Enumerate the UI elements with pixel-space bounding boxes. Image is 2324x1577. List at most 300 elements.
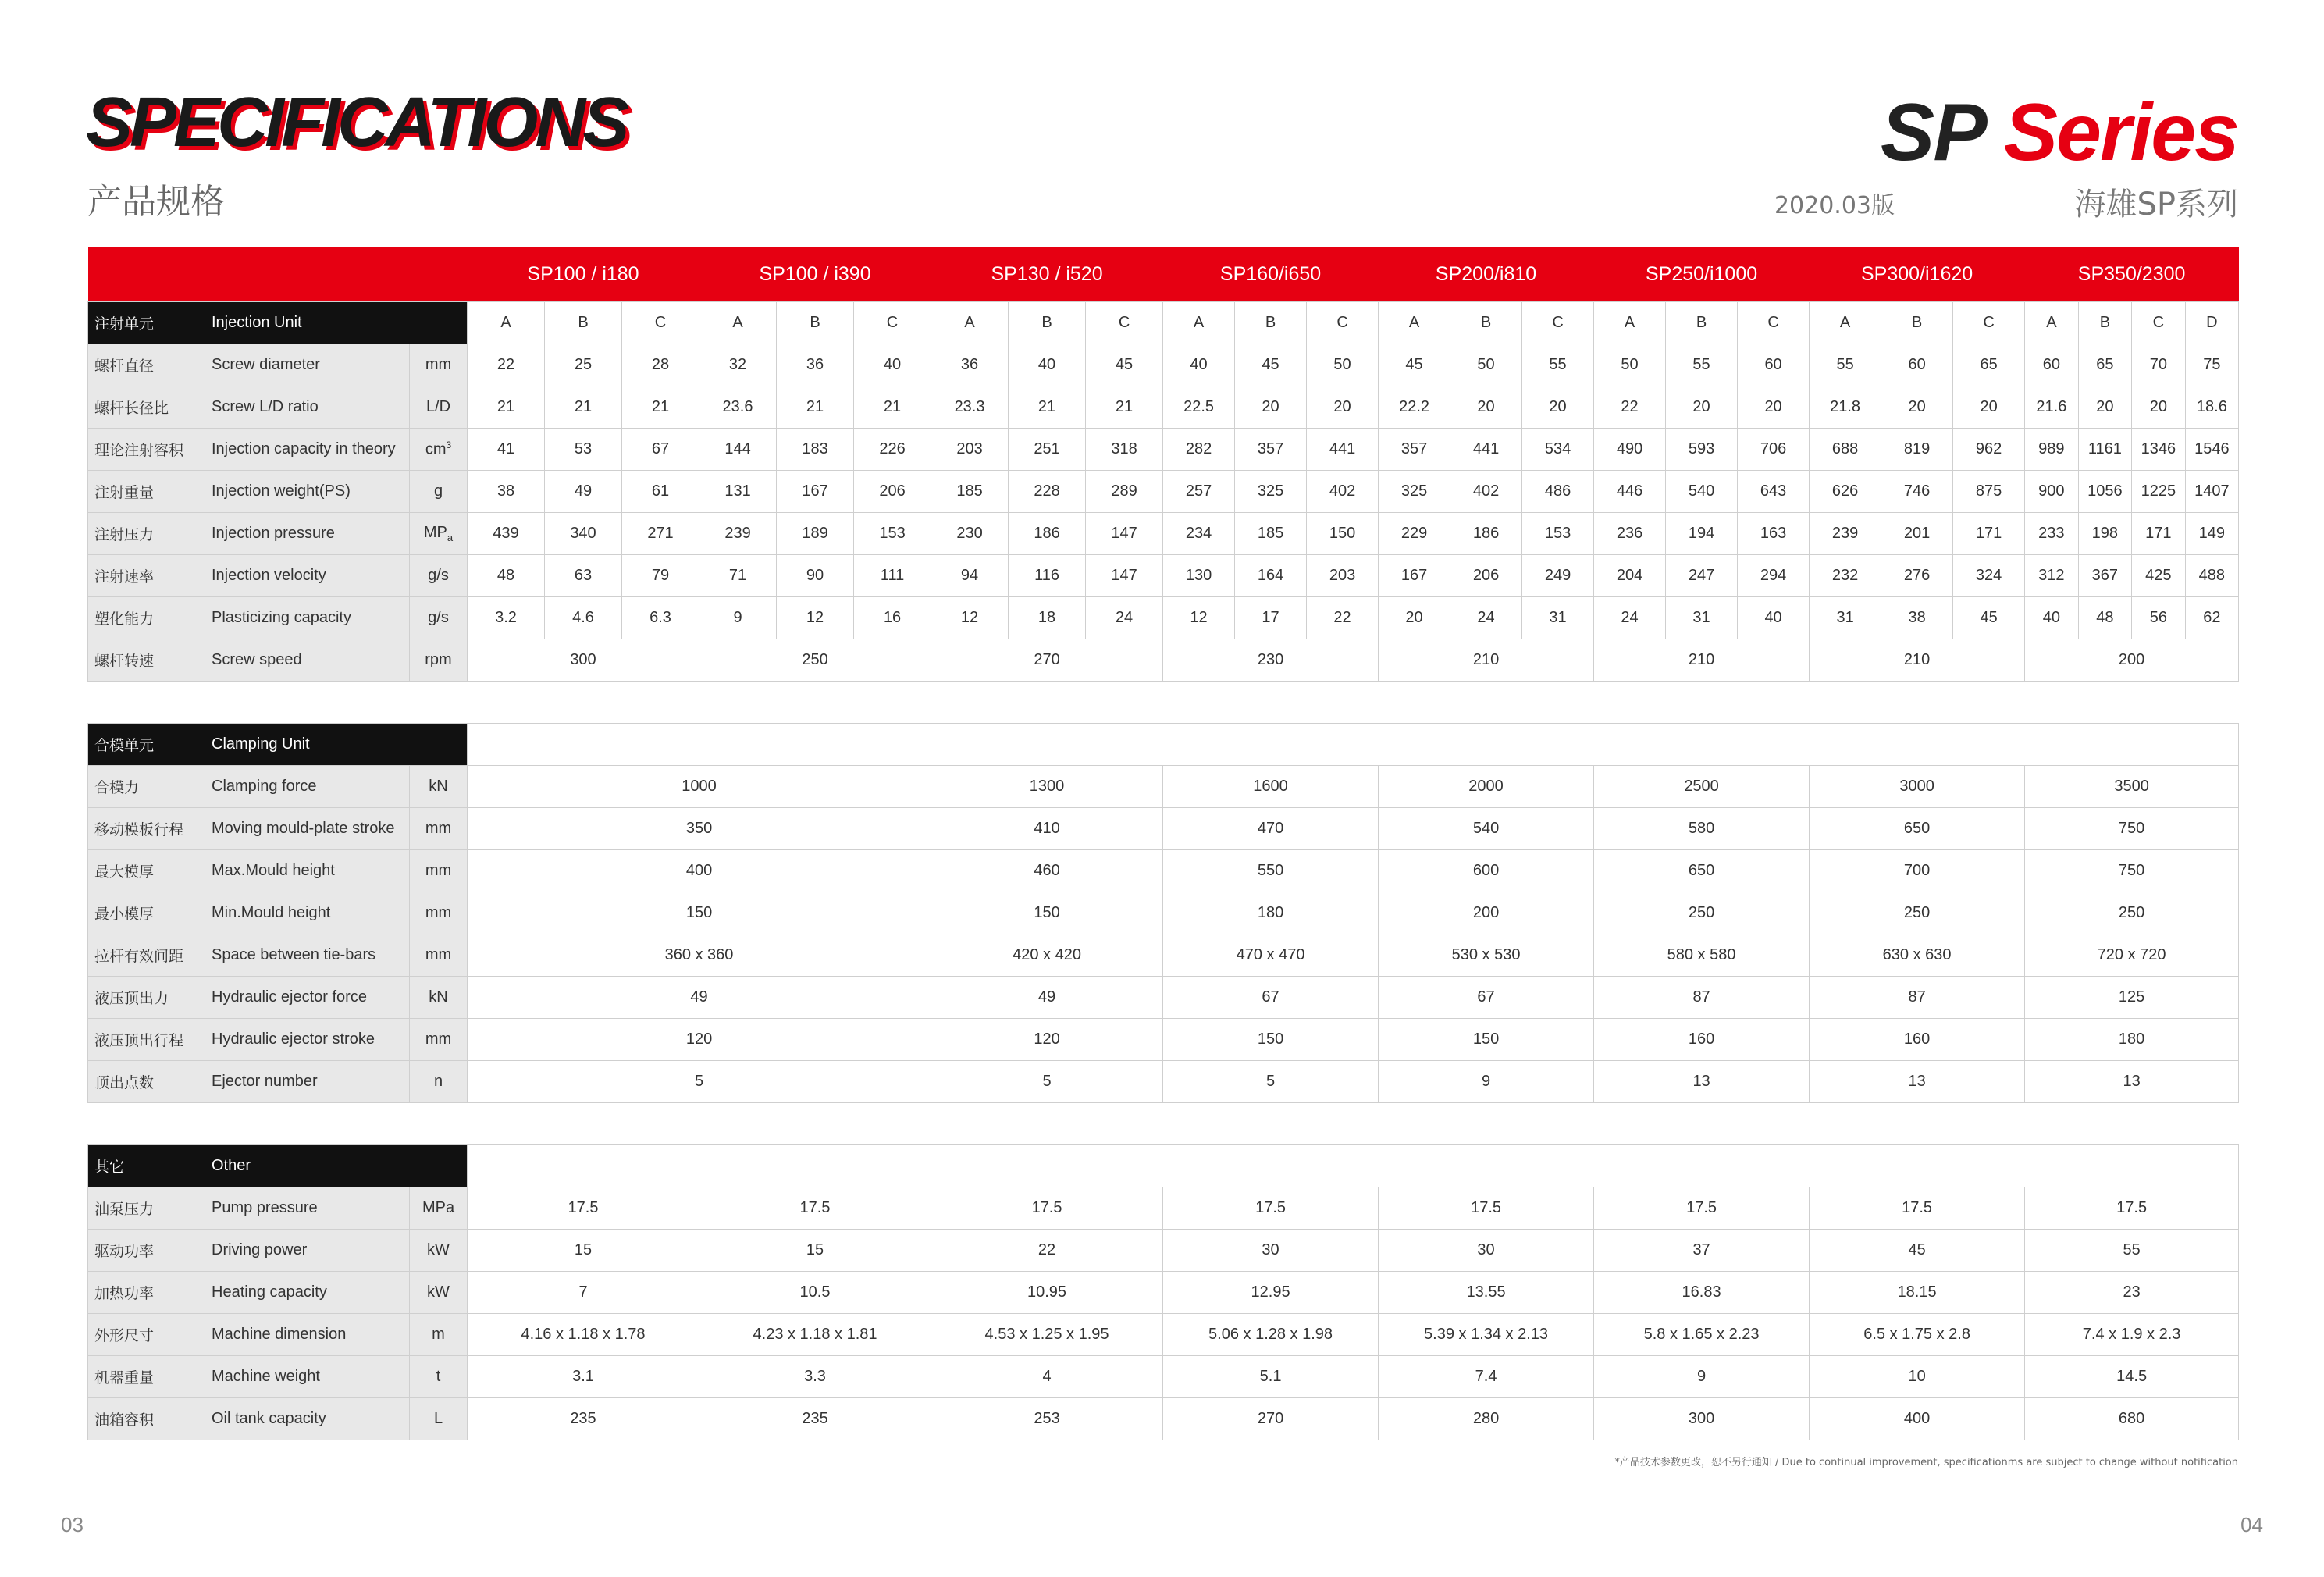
value-cell: 3.3 bbox=[699, 1356, 931, 1398]
value-cell: 5.8 x 1.65 x 2.23 bbox=[1594, 1314, 1810, 1356]
page-subtitle: 产品规格 bbox=[87, 182, 225, 222]
value-cell: 600 bbox=[1379, 850, 1594, 892]
value-cell: 20 bbox=[1235, 386, 1307, 429]
value-cell: 300 bbox=[1594, 1398, 1810, 1440]
value-cell: 486 bbox=[1522, 471, 1594, 513]
page-number-left: 03 bbox=[61, 1513, 84, 1536]
value-cell: 357 bbox=[1235, 429, 1307, 471]
value-cell: 67 bbox=[1163, 977, 1379, 1019]
screw-type-cell: B bbox=[1235, 302, 1307, 344]
series-prefix: SP bbox=[1880, 87, 1983, 178]
value-cell: 150 bbox=[1307, 513, 1379, 555]
model-header-cell: SP300/i1620 bbox=[1810, 247, 2025, 302]
value-cell: 210 bbox=[1810, 639, 2025, 682]
value-cell: 1407 bbox=[2185, 471, 2239, 513]
row-label-cn: 外形尺寸 bbox=[88, 1314, 205, 1356]
row-unit: kW bbox=[410, 1230, 468, 1272]
value-cell: 3500 bbox=[2025, 766, 2239, 808]
value-cell: 60 bbox=[1881, 344, 1953, 386]
value-cell: 17.5 bbox=[931, 1187, 1163, 1230]
row-unit: MPa bbox=[410, 1187, 468, 1230]
value-cell: 79 bbox=[622, 555, 699, 597]
row-label-cn: 合模力 bbox=[88, 766, 205, 808]
row-label-cn: 顶出点数 bbox=[88, 1061, 205, 1103]
value-cell: 36 bbox=[931, 344, 1009, 386]
value-cell: 13.55 bbox=[1379, 1272, 1594, 1314]
row-unit: mm bbox=[410, 808, 468, 850]
value-cell: 300 bbox=[468, 639, 699, 682]
value-cell: 5.06 x 1.28 x 1.98 bbox=[1163, 1314, 1379, 1356]
value-cell: 643 bbox=[1738, 471, 1810, 513]
value-cell: 65 bbox=[2078, 344, 2132, 386]
row-label-cn: 螺杆长径比 bbox=[88, 386, 205, 429]
gap-cell bbox=[88, 682, 2239, 724]
screw-type-cell: B bbox=[2078, 302, 2132, 344]
value-cell: 185 bbox=[1235, 513, 1307, 555]
value-cell: 250 bbox=[2025, 892, 2239, 934]
value-cell: 232 bbox=[1810, 555, 1881, 597]
value-cell: 470 x 470 bbox=[1163, 934, 1379, 977]
value-cell: 20 bbox=[1307, 386, 1379, 429]
value-cell: 20 bbox=[2132, 386, 2186, 429]
model-header-spacer bbox=[88, 247, 468, 302]
value-cell: 167 bbox=[1379, 555, 1450, 597]
value-cell: 23 bbox=[2025, 1272, 2239, 1314]
value-cell: 270 bbox=[1163, 1398, 1379, 1440]
value-cell: 420 x 420 bbox=[931, 934, 1163, 977]
value-cell: 875 bbox=[1953, 471, 2025, 513]
value-cell: 183 bbox=[777, 429, 854, 471]
value-cell: 150 bbox=[1379, 1019, 1594, 1061]
series-title bbox=[1880, 87, 2238, 178]
value-cell: 180 bbox=[1163, 892, 1379, 934]
screw-type-cell: D bbox=[2185, 302, 2239, 344]
value-cell: 1600 bbox=[1163, 766, 1379, 808]
value-cell: 325 bbox=[1235, 471, 1307, 513]
value-cell: 189 bbox=[777, 513, 854, 555]
value-cell: 16 bbox=[854, 597, 931, 639]
value-cell: 18 bbox=[1009, 597, 1086, 639]
value-cell: 23.3 bbox=[931, 386, 1009, 429]
value-cell: 186 bbox=[1450, 513, 1522, 555]
value-cell: 23.6 bbox=[699, 386, 777, 429]
row-unit: rpm bbox=[410, 639, 468, 682]
value-cell: 540 bbox=[1379, 808, 1594, 850]
row-label-en: Pump pressure bbox=[205, 1187, 410, 1230]
value-cell: 3.2 bbox=[468, 597, 545, 639]
value-cell: 55 bbox=[1666, 344, 1738, 386]
value-cell: 87 bbox=[1810, 977, 2025, 1019]
screw-type-cell: A bbox=[1810, 302, 1881, 344]
value-cell: 90 bbox=[777, 555, 854, 597]
value-cell: 45 bbox=[1086, 344, 1163, 386]
value-cell: 580 x 580 bbox=[1594, 934, 1810, 977]
section-label-en: Clamping Unit bbox=[205, 724, 468, 766]
section-header-row bbox=[88, 1145, 2239, 1187]
value-cell: 163 bbox=[1738, 513, 1810, 555]
value-cell: 94 bbox=[931, 555, 1009, 597]
value-cell: 203 bbox=[1307, 555, 1379, 597]
value-cell: 10.95 bbox=[931, 1272, 1163, 1314]
value-cell: 204 bbox=[1594, 555, 1666, 597]
row-label-en: Ejector number bbox=[205, 1061, 410, 1103]
value-cell: 167 bbox=[777, 471, 854, 513]
footnote: *产品技术参数更改，恕不另行通知 / Due to continual improvement, specificationms are subject to change without notification bbox=[1614, 1457, 2238, 1468]
value-cell: 171 bbox=[2132, 513, 2186, 555]
value-cell: 16.83 bbox=[1594, 1272, 1810, 1314]
value-cell: 410 bbox=[931, 808, 1163, 850]
table-row bbox=[88, 513, 2239, 555]
value-cell: 3.1 bbox=[468, 1356, 699, 1398]
value-cell: 198 bbox=[2078, 513, 2132, 555]
row-label-en: Moving mould-plate stroke bbox=[205, 808, 410, 850]
value-cell: 180 bbox=[2025, 1019, 2239, 1061]
value-cell: 18.15 bbox=[1810, 1272, 2025, 1314]
value-cell: 31 bbox=[1810, 597, 1881, 639]
value-cell: 4 bbox=[931, 1356, 1163, 1398]
value-cell: 71 bbox=[699, 555, 777, 597]
value-cell: 593 bbox=[1666, 429, 1738, 471]
value-cell: 5 bbox=[1163, 1061, 1379, 1103]
screw-type-cell: B bbox=[1009, 302, 1086, 344]
value-cell: 45 bbox=[1953, 597, 2025, 639]
section-label-cn: 注射单元 bbox=[88, 302, 205, 344]
row-label-cn: 塑化能力 bbox=[88, 597, 205, 639]
row-label-en: Plasticizing capacity bbox=[205, 597, 410, 639]
value-cell: 13 bbox=[1594, 1061, 1810, 1103]
row-label-cn: 理论注射容积 bbox=[88, 429, 205, 471]
section-label-en: Other bbox=[205, 1145, 468, 1187]
value-cell: 55 bbox=[2025, 1230, 2239, 1272]
value-cell: 144 bbox=[699, 429, 777, 471]
value-cell: 48 bbox=[468, 555, 545, 597]
value-cell: 60 bbox=[1738, 344, 1810, 386]
value-cell: 120 bbox=[468, 1019, 931, 1061]
value-cell: 20 bbox=[1953, 386, 2025, 429]
value-cell: 324 bbox=[1953, 555, 2025, 597]
value-cell: 17.5 bbox=[1810, 1187, 2025, 1230]
screw-type-cell: C bbox=[1307, 302, 1379, 344]
row-unit: g/s bbox=[410, 597, 468, 639]
value-cell: 63 bbox=[545, 555, 622, 597]
value-cell: 540 bbox=[1666, 471, 1738, 513]
value-cell: 235 bbox=[699, 1398, 931, 1440]
value-cell: 40 bbox=[854, 344, 931, 386]
value-cell: 250 bbox=[699, 639, 931, 682]
screw-type-cell: A bbox=[1594, 302, 1666, 344]
value-cell: 171 bbox=[1953, 513, 2025, 555]
value-cell: 1300 bbox=[931, 766, 1163, 808]
row-label-en: Space between tie-bars bbox=[205, 934, 410, 977]
value-cell: 131 bbox=[699, 471, 777, 513]
value-cell: 186 bbox=[1009, 513, 1086, 555]
value-cell: 20 bbox=[1881, 386, 1953, 429]
value-cell: 130 bbox=[1163, 555, 1235, 597]
value-cell: 67 bbox=[1379, 977, 1594, 1019]
value-cell: 4.16 x 1.18 x 1.78 bbox=[468, 1314, 699, 1356]
value-cell: 21 bbox=[545, 386, 622, 429]
screw-type-cell: C bbox=[2132, 302, 2186, 344]
value-cell: 2500 bbox=[1594, 766, 1810, 808]
value-cell: 21.8 bbox=[1810, 386, 1881, 429]
value-cell: 150 bbox=[931, 892, 1163, 934]
value-cell: 22 bbox=[1307, 597, 1379, 639]
value-cell: 56 bbox=[2132, 597, 2186, 639]
value-cell: 12 bbox=[931, 597, 1009, 639]
value-cell: 230 bbox=[931, 513, 1009, 555]
value-cell: 1546 bbox=[2185, 429, 2239, 471]
row-unit: mm bbox=[410, 344, 468, 386]
screw-type-cell: B bbox=[1666, 302, 1738, 344]
value-cell: 150 bbox=[1163, 1019, 1379, 1061]
row-unit: t bbox=[410, 1356, 468, 1398]
value-cell: 257 bbox=[1163, 471, 1235, 513]
value-cell: 41 bbox=[468, 429, 545, 471]
value-cell: 12 bbox=[777, 597, 854, 639]
value-cell: 55 bbox=[1810, 344, 1881, 386]
value-cell: 367 bbox=[2078, 555, 2132, 597]
value-cell: 50 bbox=[1450, 344, 1522, 386]
value-cell: 357 bbox=[1379, 429, 1450, 471]
value-cell: 15 bbox=[468, 1230, 699, 1272]
value-cell: 17.5 bbox=[1163, 1187, 1379, 1230]
table-row bbox=[88, 344, 2239, 386]
value-cell: 15 bbox=[699, 1230, 931, 1272]
value-cell: 312 bbox=[2025, 555, 2079, 597]
value-cell: 270 bbox=[931, 639, 1163, 682]
row-label-cn: 螺杆转速 bbox=[88, 639, 205, 682]
screw-type-cell: C bbox=[1522, 302, 1594, 344]
value-cell: 746 bbox=[1881, 471, 1953, 513]
value-cell: 153 bbox=[1522, 513, 1594, 555]
value-cell: 5.39 x 1.34 x 2.13 bbox=[1379, 1314, 1594, 1356]
value-cell: 626 bbox=[1810, 471, 1881, 513]
table-row bbox=[88, 1314, 2239, 1356]
value-cell: 6.3 bbox=[622, 597, 699, 639]
model-header-cell: SP130 / i520 bbox=[931, 247, 1163, 302]
row-label-cn: 螺杆直径 bbox=[88, 344, 205, 386]
value-cell: 9 bbox=[699, 597, 777, 639]
value-cell: 470 bbox=[1163, 808, 1379, 850]
value-cell: 247 bbox=[1666, 555, 1738, 597]
row-label-en: Max.Mould height bbox=[205, 850, 410, 892]
value-cell: 22 bbox=[468, 344, 545, 386]
value-cell: 251 bbox=[1009, 429, 1086, 471]
row-label-en: Driving power bbox=[205, 1230, 410, 1272]
row-unit: kN bbox=[410, 766, 468, 808]
value-cell: 200 bbox=[1379, 892, 1594, 934]
row-label-cn: 注射速率 bbox=[88, 555, 205, 597]
value-cell: 55 bbox=[1522, 344, 1594, 386]
value-cell: 688 bbox=[1810, 429, 1881, 471]
value-cell: 62 bbox=[2185, 597, 2239, 639]
gap-cell bbox=[88, 1103, 2239, 1145]
value-cell: 280 bbox=[1379, 1398, 1594, 1440]
table-row bbox=[88, 1061, 2239, 1103]
table-row bbox=[88, 597, 2239, 639]
table-row bbox=[88, 386, 2239, 429]
row-label-cn: 油箱容积 bbox=[88, 1398, 205, 1440]
row-label-cn: 液压顶出力 bbox=[88, 977, 205, 1019]
value-cell: 1056 bbox=[2078, 471, 2132, 513]
value-cell: 14.5 bbox=[2025, 1356, 2239, 1398]
value-cell: 31 bbox=[1666, 597, 1738, 639]
spec-table-wrapper bbox=[87, 247, 2238, 1440]
value-cell: 22 bbox=[931, 1230, 1163, 1272]
value-cell: 120 bbox=[931, 1019, 1163, 1061]
value-cell: 45 bbox=[1235, 344, 1307, 386]
value-cell: 65 bbox=[1953, 344, 2025, 386]
section-label-cn: 其它 bbox=[88, 1145, 205, 1187]
value-cell: 38 bbox=[1881, 597, 1953, 639]
value-cell: 22.2 bbox=[1379, 386, 1450, 429]
value-cell: 21 bbox=[468, 386, 545, 429]
row-label-cn: 拉杆有效间距 bbox=[88, 934, 205, 977]
value-cell: 534 bbox=[1522, 429, 1594, 471]
row-label-en: Machine dimension bbox=[205, 1314, 410, 1356]
value-cell: 962 bbox=[1953, 429, 2025, 471]
screw-type-cell: B bbox=[1450, 302, 1522, 344]
value-cell: 3000 bbox=[1810, 766, 2025, 808]
value-cell: 40 bbox=[2025, 597, 2079, 639]
value-cell: 5.1 bbox=[1163, 1356, 1379, 1398]
row-unit: n bbox=[410, 1061, 468, 1103]
value-cell: 125 bbox=[2025, 977, 2239, 1019]
value-cell: 900 bbox=[2025, 471, 2079, 513]
value-cell: 7.4 bbox=[1379, 1356, 1594, 1398]
value-cell: 5 bbox=[468, 1061, 931, 1103]
row-label-cn: 液压顶出行程 bbox=[88, 1019, 205, 1061]
value-cell: 580 bbox=[1594, 808, 1810, 850]
value-cell: 17.5 bbox=[699, 1187, 931, 1230]
value-cell: 49 bbox=[931, 977, 1163, 1019]
value-cell: 210 bbox=[1379, 639, 1594, 682]
value-cell: 20 bbox=[1522, 386, 1594, 429]
row-label-en: Screw L/D ratio bbox=[205, 386, 410, 429]
value-cell: 45 bbox=[1810, 1230, 2025, 1272]
row-unit: kN bbox=[410, 977, 468, 1019]
value-cell: 17.5 bbox=[468, 1187, 699, 1230]
row-label-cn: 机器重量 bbox=[88, 1356, 205, 1398]
row-unit: $cm^3$ bbox=[410, 429, 468, 471]
value-cell: 22 bbox=[1594, 386, 1666, 429]
value-cell: 550 bbox=[1163, 850, 1379, 892]
value-cell: 150 bbox=[468, 892, 931, 934]
row-label-en: Injection pressure bbox=[205, 513, 410, 555]
value-cell: 488 bbox=[2185, 555, 2239, 597]
value-cell: 230 bbox=[1163, 639, 1379, 682]
value-cell: 650 bbox=[1594, 850, 1810, 892]
value-cell: 30 bbox=[1379, 1230, 1594, 1272]
section-header-blank bbox=[468, 724, 2239, 766]
value-cell: 276 bbox=[1881, 555, 1953, 597]
table-row bbox=[88, 555, 2239, 597]
value-cell: 318 bbox=[1086, 429, 1163, 471]
screw-type-cell: C bbox=[1738, 302, 1810, 344]
section-header-blank bbox=[468, 1145, 2239, 1187]
value-cell: 20 bbox=[1450, 386, 1522, 429]
value-cell: 239 bbox=[699, 513, 777, 555]
value-cell: 750 bbox=[2025, 850, 2239, 892]
page-title: SPECIFICATIONS bbox=[86, 84, 627, 162]
value-cell: 194 bbox=[1666, 513, 1738, 555]
row-label-en: Screw speed bbox=[205, 639, 410, 682]
row-label-en: Injection weight(PS) bbox=[205, 471, 410, 513]
value-cell: 289 bbox=[1086, 471, 1163, 513]
value-cell: 460 bbox=[931, 850, 1163, 892]
value-cell: 750 bbox=[2025, 808, 2239, 850]
value-cell: 228 bbox=[1009, 471, 1086, 513]
row-label-en: Injection capacity in theory bbox=[205, 429, 410, 471]
value-cell: 185 bbox=[931, 471, 1009, 513]
value-cell: 706 bbox=[1738, 429, 1810, 471]
gap-row bbox=[88, 682, 2239, 724]
value-cell: 239 bbox=[1810, 513, 1881, 555]
row-unit: mm bbox=[410, 892, 468, 934]
value-cell: 147 bbox=[1086, 513, 1163, 555]
value-cell: 149 bbox=[2185, 513, 2239, 555]
value-cell: 49 bbox=[545, 471, 622, 513]
table-row bbox=[88, 766, 2239, 808]
series-cn-label: 海雄SP系列 bbox=[2074, 187, 2238, 222]
value-cell: 282 bbox=[1163, 429, 1235, 471]
value-cell: 10.5 bbox=[699, 1272, 931, 1314]
value-cell: 402 bbox=[1307, 471, 1379, 513]
table-row bbox=[88, 934, 2239, 977]
table-row bbox=[88, 429, 2239, 471]
row-unit: mm bbox=[410, 1019, 468, 1061]
value-cell: 253 bbox=[931, 1398, 1163, 1440]
value-cell: 20 bbox=[1666, 386, 1738, 429]
value-cell: 21 bbox=[1086, 386, 1163, 429]
row-label-en: Hydraulic ejector stroke bbox=[205, 1019, 410, 1061]
table-row bbox=[88, 1356, 2239, 1398]
screw-type-cell: C bbox=[1953, 302, 2025, 344]
table-row bbox=[88, 1230, 2239, 1272]
model-header-cell: SP200/i810 bbox=[1379, 247, 1594, 302]
model-header-cell: SP160/i650 bbox=[1163, 247, 1379, 302]
spec-table bbox=[87, 247, 2239, 1440]
value-cell: 206 bbox=[1450, 555, 1522, 597]
screw-type-cell: A bbox=[1163, 302, 1235, 344]
value-cell: 402 bbox=[1450, 471, 1522, 513]
table-row bbox=[88, 1398, 2239, 1440]
section-label-en: Injection Unit bbox=[205, 302, 468, 344]
value-cell: 229 bbox=[1379, 513, 1450, 555]
row-label-cn: 驱动功率 bbox=[88, 1230, 205, 1272]
value-cell: 24 bbox=[1086, 597, 1163, 639]
value-cell: 111 bbox=[854, 555, 931, 597]
value-cell: 294 bbox=[1738, 555, 1810, 597]
value-cell: 60 bbox=[2025, 344, 2079, 386]
value-cell: 490 bbox=[1594, 429, 1666, 471]
value-cell: 236 bbox=[1594, 513, 1666, 555]
value-cell: 210 bbox=[1594, 639, 1810, 682]
table-row bbox=[88, 639, 2239, 682]
table-row bbox=[88, 1019, 2239, 1061]
value-cell: 700 bbox=[1810, 850, 2025, 892]
value-cell: 20 bbox=[2078, 386, 2132, 429]
value-cell: 28 bbox=[622, 344, 699, 386]
model-header-cell: SP250/i1000 bbox=[1594, 247, 1810, 302]
value-cell: 720 x 720 bbox=[2025, 934, 2239, 977]
value-cell: 17.5 bbox=[1594, 1187, 1810, 1230]
table-row bbox=[88, 850, 2239, 892]
section-header-row bbox=[88, 302, 2239, 344]
value-cell: 38 bbox=[468, 471, 545, 513]
row-unit: mm bbox=[410, 850, 468, 892]
value-cell: 530 x 530 bbox=[1379, 934, 1594, 977]
